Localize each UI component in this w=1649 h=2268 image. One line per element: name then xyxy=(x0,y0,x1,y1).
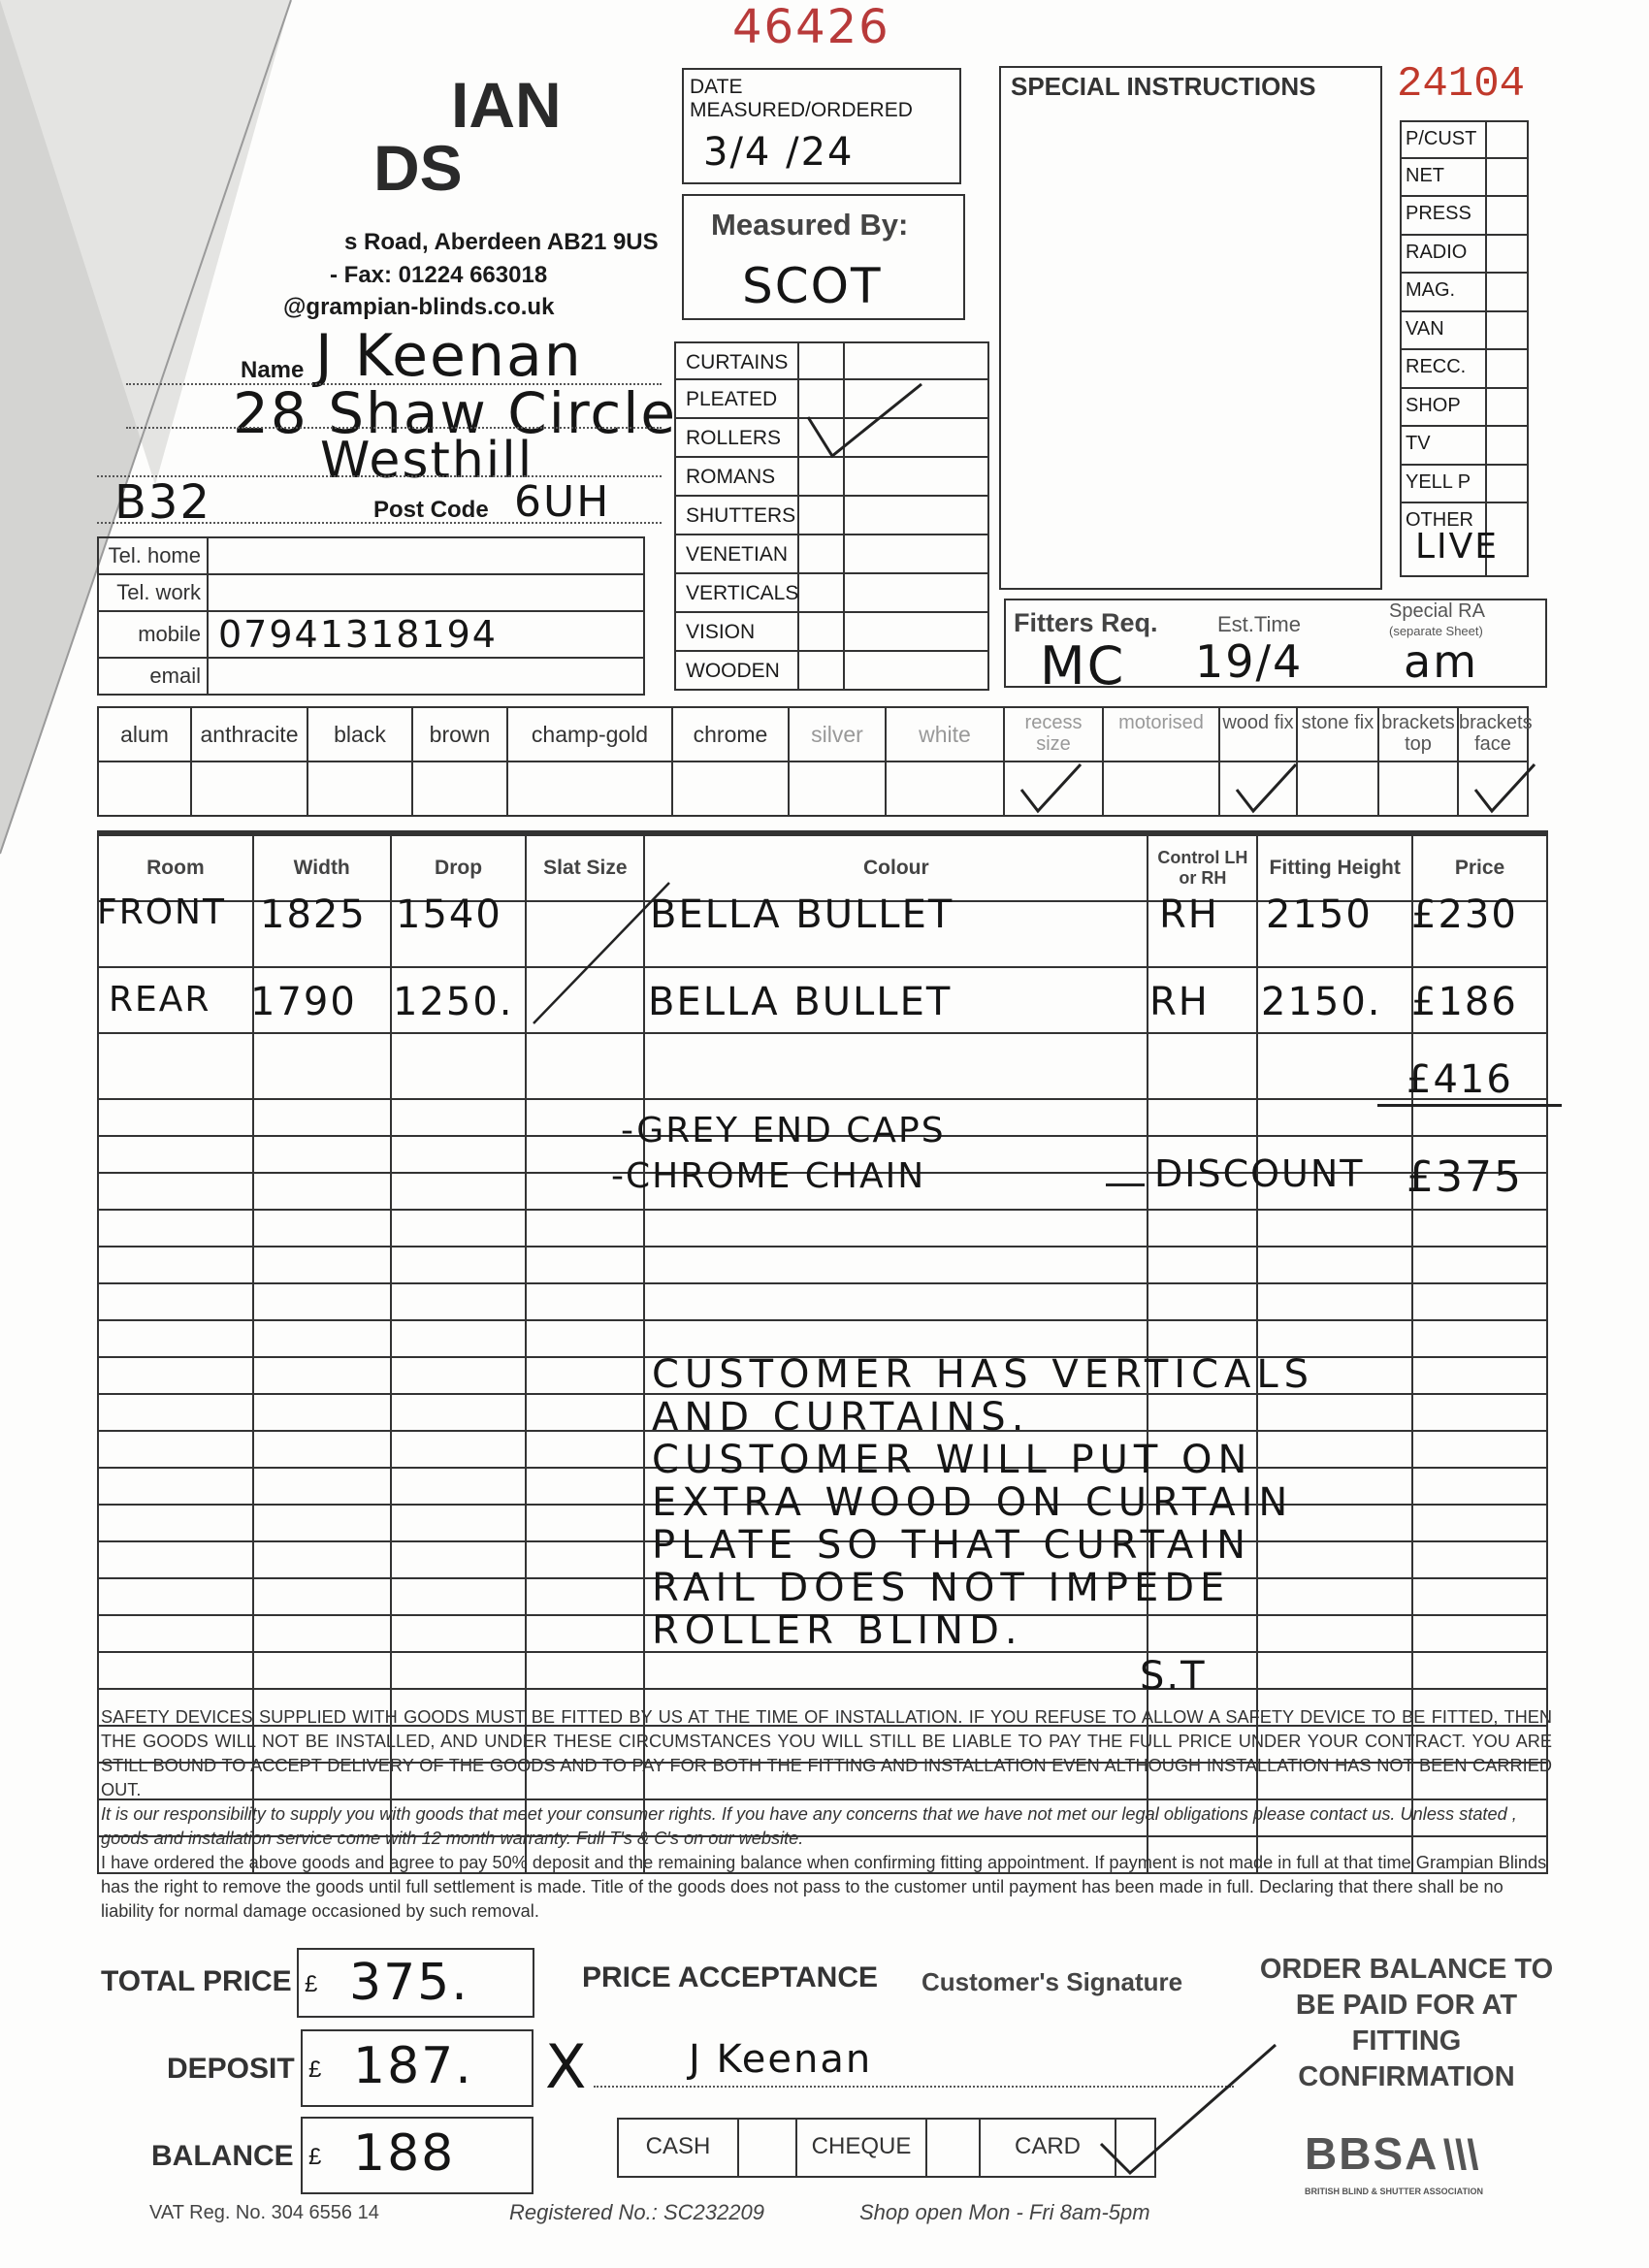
table-cell[interactable] xyxy=(526,1615,644,1652)
table-cell[interactable] xyxy=(526,1033,644,1099)
fitting-option-label: motorised xyxy=(1104,708,1218,762)
source-option[interactable] xyxy=(1400,389,1529,428)
finish-option[interactable] xyxy=(192,706,308,817)
table-cell[interactable] xyxy=(1257,1283,1412,1320)
finish-option-label: brown xyxy=(413,708,506,762)
finish-option[interactable] xyxy=(887,706,1005,817)
fitting-option-label: recess size xyxy=(1005,708,1102,762)
address-line-3 xyxy=(97,522,662,524)
table-cell[interactable] xyxy=(391,1136,527,1173)
acceptance-title: PRICE ACCEPTANCE xyxy=(582,1961,879,1993)
table-cell[interactable] xyxy=(526,1505,644,1541)
table-cell[interactable] xyxy=(98,1136,253,1173)
table-cell[interactable] xyxy=(391,1099,527,1136)
bbsa-logo-text: BBSA xyxy=(1305,2128,1439,2179)
product-type-checkbox[interactable] xyxy=(799,613,845,650)
note-line[interactable]: RAIL DOES NOT IMPEDE xyxy=(652,1566,1231,1610)
option-check-mark xyxy=(1471,761,1538,815)
deposit-currency: £ xyxy=(308,2057,322,2083)
source-option-label: NET xyxy=(1402,159,1487,196)
payment-checkbox[interactable] xyxy=(739,2120,797,2176)
table-cell[interactable] xyxy=(253,1283,391,1320)
fitting-option-label: brackets top xyxy=(1379,708,1457,762)
date-box xyxy=(682,68,961,184)
tel-home-label: Tel. home xyxy=(98,537,208,574)
payment-label: CHEQUE xyxy=(797,2120,927,2176)
table-cell[interactable] xyxy=(253,1615,391,1652)
table-cell[interactable] xyxy=(526,1468,644,1505)
source-option[interactable] xyxy=(1400,274,1529,312)
table-cell[interactable] xyxy=(98,1320,253,1357)
table-cell[interactable] xyxy=(1257,1247,1412,1283)
balance-box xyxy=(301,2117,534,2194)
table-cell[interactable] xyxy=(98,1283,253,1320)
company-name-fragment-2: DS xyxy=(373,132,463,204)
source-option[interactable] xyxy=(1400,427,1529,466)
product-type-row[interactable] xyxy=(674,458,989,497)
finish-options-row xyxy=(97,706,1548,817)
table-cell[interactable] xyxy=(1412,1210,1547,1247)
source-option-label: RECC. xyxy=(1402,350,1487,387)
row1-price[interactable]: £230 xyxy=(1411,892,1518,937)
customer-name-label: Name xyxy=(241,357,305,383)
company-name-fragment: IAN xyxy=(451,69,562,141)
table-cell[interactable] xyxy=(526,1431,644,1468)
source-options xyxy=(1400,120,1529,577)
payment-label: CARD xyxy=(981,2120,1116,2176)
est-time-value[interactable]: 19/4 xyxy=(1195,635,1304,688)
special-ra-value[interactable]: am xyxy=(1404,635,1478,688)
note-line[interactable]: EXTRA WOOD ON CURTAIN xyxy=(652,1480,1294,1525)
registered-number: Registered No.: SC232209 xyxy=(509,2200,764,2224)
est-time-label: Est.Time xyxy=(1217,612,1301,636)
email-label: email xyxy=(98,658,208,695)
finish-option[interactable] xyxy=(97,706,192,817)
source-option[interactable] xyxy=(1400,312,1529,351)
mobile-field[interactable]: 07941318194 xyxy=(208,611,644,658)
table-cell[interactable] xyxy=(526,1320,644,1357)
acceptance-subtitle: Customer's Signature xyxy=(922,1967,1183,1996)
finish-option[interactable] xyxy=(673,706,790,817)
customer-name[interactable]: J Keenan xyxy=(315,322,583,390)
note-line[interactable]: CUSTOMER HAS VERTICALS xyxy=(652,1352,1315,1397)
customer-address-2[interactable]: Westhill xyxy=(320,432,534,490)
special-instructions-box[interactable] xyxy=(999,66,1382,590)
product-type-label: CURTAINS xyxy=(676,343,799,378)
table-cell[interactable] xyxy=(391,1468,527,1505)
table-cell[interactable] xyxy=(253,1357,391,1394)
terms-deposit: I have ordered the above goods and agree to pay 50% deposit and the remaining balance when confirming fitting appointment. If payment is not made in full at that time Grampian Blinds has the right to remove the goods until full settlement is made. Title of the goods does not pass to the customer until payment has been made in full. Declaring that there shall be no liability for normal damage occasioned by such removal. xyxy=(101,1853,1547,1921)
column-header: Slat Size xyxy=(526,835,644,901)
extra-2[interactable]: -CHROME CHAIN xyxy=(611,1156,926,1196)
table-row xyxy=(98,1283,1547,1320)
column-header: Room xyxy=(98,835,253,901)
customer-signature[interactable]: J Keenan xyxy=(689,2037,873,2082)
source-option-box[interactable] xyxy=(1487,350,1527,387)
table-cell[interactable] xyxy=(526,1210,644,1247)
table-row xyxy=(98,1247,1547,1283)
table-cell[interactable] xyxy=(98,1652,253,1689)
table-cell[interactable] xyxy=(644,1210,1148,1247)
dash-mark xyxy=(1106,1183,1145,1186)
source-other-value[interactable]: LIVE xyxy=(1415,527,1500,567)
special-ra-sub: (separate Sheet) xyxy=(1389,624,1483,638)
finish-option-label: anthracite xyxy=(192,708,307,762)
balance-notice: ORDER BALANCE TO BE PAID FOR AT FITTING CONFIRMATION xyxy=(1259,1954,1554,2092)
product-type-row[interactable] xyxy=(674,652,989,691)
notes-initials[interactable]: S.T xyxy=(1140,1654,1207,1699)
table-row xyxy=(98,1033,1547,1099)
signature-x: X xyxy=(545,2031,589,2102)
fitters-box xyxy=(1004,599,1547,697)
column-header: Control LH or RH xyxy=(1148,835,1257,901)
finish-option[interactable] xyxy=(413,706,508,817)
table-cell[interactable] xyxy=(253,1468,391,1505)
company-email: @grampian-blinds.co.uk xyxy=(283,294,555,320)
note-line[interactable]: ROLLER BLIND. xyxy=(652,1608,1023,1653)
table-cell[interactable] xyxy=(98,1394,253,1431)
notes-block xyxy=(652,1353,1447,1652)
table-row xyxy=(98,1652,1547,1689)
table-cell[interactable] xyxy=(253,1320,391,1357)
table-cell[interactable] xyxy=(391,1505,527,1541)
finish-option-label: champ-gold xyxy=(508,708,671,762)
email-field[interactable] xyxy=(208,658,644,695)
product-type-checkbox[interactable] xyxy=(799,652,845,689)
table-cell[interactable] xyxy=(391,1394,527,1431)
deposit-label: DEPOSIT xyxy=(167,2053,295,2085)
row2-colour[interactable]: BELLA BULLET xyxy=(648,980,953,1024)
source-option-label: SHOP xyxy=(1402,389,1487,426)
finish-option[interactable] xyxy=(308,706,413,817)
payment-label: CASH xyxy=(619,2120,739,2176)
source-option[interactable] xyxy=(1400,197,1529,236)
postcode-prefix[interactable]: B32 xyxy=(114,475,212,530)
product-type-checkbox[interactable] xyxy=(799,343,845,378)
table-cell[interactable] xyxy=(98,1431,253,1468)
fitting-option-label: brackets face xyxy=(1459,708,1527,762)
fitters-label: Fitters Req. xyxy=(1014,608,1158,637)
fitting-option[interactable] xyxy=(1005,706,1104,817)
table-cell[interactable] xyxy=(391,1431,527,1468)
table-cell[interactable] xyxy=(253,1541,391,1578)
table-cell[interactable] xyxy=(526,1652,644,1689)
slat-strike-mark xyxy=(529,878,674,1033)
extra-1[interactable]: -GREY END CAPS xyxy=(621,1111,946,1150)
table-cell[interactable] xyxy=(391,1283,527,1320)
row2-room[interactable]: REAR xyxy=(109,980,211,1020)
table-cell[interactable] xyxy=(391,1578,527,1615)
table-cell[interactable] xyxy=(253,1247,391,1283)
source-option[interactable] xyxy=(1400,350,1529,389)
table-cell[interactable] xyxy=(1412,1247,1547,1283)
row1-control[interactable]: RH xyxy=(1159,892,1219,937)
measured-by-box xyxy=(682,194,965,320)
row1-height[interactable]: 2150 xyxy=(1266,892,1373,937)
option-check-mark xyxy=(1017,761,1084,815)
table-cell[interactable] xyxy=(98,1247,253,1283)
table-cell[interactable] xyxy=(1412,1283,1547,1320)
source-option[interactable] xyxy=(1400,466,1529,504)
order-table-header xyxy=(98,835,1547,901)
table-cell[interactable] xyxy=(526,1247,644,1283)
payment-checkbox[interactable] xyxy=(927,2120,981,2176)
fitting-option[interactable] xyxy=(1298,706,1379,817)
table-cell[interactable] xyxy=(1257,1033,1412,1099)
tel-home-field[interactable] xyxy=(208,537,644,574)
table-cell[interactable] xyxy=(391,1357,527,1394)
table-cell[interactable] xyxy=(1148,1283,1257,1320)
table-cell[interactable] xyxy=(391,1320,527,1357)
product-type-checkbox[interactable] xyxy=(799,535,845,572)
table-cell[interactable] xyxy=(526,1357,644,1394)
table-cell[interactable] xyxy=(98,1468,253,1505)
row2-price[interactable]: £186 xyxy=(1411,980,1518,1024)
table-cell[interactable] xyxy=(253,1173,391,1210)
tel-work-field[interactable] xyxy=(208,574,644,611)
source-option-label: PRESS xyxy=(1402,197,1487,234)
fitting-option[interactable] xyxy=(1459,706,1533,817)
table-cell[interactable] xyxy=(1148,1033,1257,1099)
discount-label[interactable]: DISCOUNT xyxy=(1154,1152,1365,1195)
table-cell[interactable] xyxy=(526,1283,644,1320)
fitters-value[interactable]: MC xyxy=(1040,635,1126,697)
terms-block xyxy=(101,1705,1552,1924)
source-option-box[interactable] xyxy=(1487,122,1527,157)
table-row xyxy=(98,1210,1547,1247)
table-cell[interactable] xyxy=(391,1210,527,1247)
postcode-value[interactable]: 6UH xyxy=(514,477,611,527)
table-cell[interactable] xyxy=(98,1033,253,1099)
fitting-option-label: stone fix xyxy=(1298,708,1377,762)
table-cell[interactable] xyxy=(98,1357,253,1394)
row1-width[interactable]: 1825 xyxy=(260,892,367,937)
source-option-label: P/CUST xyxy=(1402,122,1487,157)
note-line[interactable]: AND CURTAINS. xyxy=(652,1395,1030,1440)
table-cell[interactable] xyxy=(1412,1320,1547,1357)
total-value[interactable]: 375. xyxy=(349,1954,469,2012)
column-header: Drop xyxy=(391,835,527,901)
table-cell[interactable] xyxy=(98,1210,253,1247)
source-option-box[interactable] xyxy=(1487,312,1527,349)
table-cell[interactable] xyxy=(391,1247,527,1283)
deposit-box xyxy=(301,2029,534,2107)
row1-room[interactable]: FRONT xyxy=(97,892,226,932)
table-cell[interactable] xyxy=(391,1033,527,1099)
special-ra-label: Special RA xyxy=(1389,600,1485,622)
product-type-checkbox[interactable] xyxy=(799,497,845,534)
table-cell[interactable] xyxy=(1412,1652,1547,1689)
product-type-label: VENETIAN xyxy=(676,535,799,572)
tel-work-label: Tel. work xyxy=(98,574,208,611)
table-cell[interactable] xyxy=(253,1505,391,1541)
row2-drop[interactable]: 1250. xyxy=(393,980,514,1024)
table-cell[interactable] xyxy=(391,1541,527,1578)
finish-option-label: chrome xyxy=(673,708,788,762)
total-box xyxy=(297,1948,534,2018)
fitting-option[interactable] xyxy=(1379,706,1459,817)
customer-address-1[interactable]: 28 Shaw Circle xyxy=(233,380,678,446)
source-option-label: OTHER LIVE xyxy=(1402,503,1487,575)
source-option[interactable] xyxy=(1400,236,1529,275)
fitting-option[interactable] xyxy=(1104,706,1220,817)
product-type-row[interactable] xyxy=(674,497,989,535)
column-header: Colour xyxy=(644,835,1148,901)
product-type-label: ROMANS xyxy=(676,458,799,495)
discount-price[interactable]: £375 xyxy=(1406,1152,1523,1202)
table-cell[interactable] xyxy=(253,1652,391,1689)
table-cell[interactable] xyxy=(644,1033,1148,1099)
table-cell[interactable] xyxy=(644,1652,1148,1689)
product-type-row[interactable] xyxy=(674,574,989,613)
table-cell[interactable] xyxy=(391,1173,527,1210)
date-label: DATE MEASURED/ORDERED xyxy=(690,76,913,121)
date-value[interactable]: 3/4 /24 xyxy=(703,130,855,175)
rollers-check-mark xyxy=(803,376,929,464)
table-cell[interactable] xyxy=(253,1136,391,1173)
column-header: Price xyxy=(1412,835,1547,901)
fitting-option[interactable] xyxy=(1220,706,1298,817)
table-cell[interactable] xyxy=(644,1283,1148,1320)
product-type-label: VISION xyxy=(676,613,799,650)
table-cell[interactable] xyxy=(1257,1210,1412,1247)
row1-drop[interactable]: 1540 xyxy=(396,892,502,937)
product-type-checkbox[interactable] xyxy=(799,574,845,611)
table-cell[interactable] xyxy=(253,1431,391,1468)
column-header: Width xyxy=(253,835,391,901)
finish-option[interactable] xyxy=(790,706,887,817)
table-cell[interactable] xyxy=(391,1615,527,1652)
payment-methods xyxy=(617,2118,1156,2178)
product-type-row[interactable] xyxy=(674,535,989,574)
company-address: s Road, Aberdeen AB21 9US xyxy=(344,229,659,255)
product-type-row[interactable] xyxy=(674,341,989,380)
source-option-box[interactable] xyxy=(1487,159,1527,196)
source-option[interactable] xyxy=(1400,159,1529,198)
product-type-row[interactable] xyxy=(674,613,989,652)
finish-option-label: alum xyxy=(99,708,190,762)
balance-currency: £ xyxy=(308,2144,322,2170)
source-option-box[interactable] xyxy=(1487,197,1527,234)
fitting-option-label: wood fix xyxy=(1220,708,1296,762)
product-type-label: WOODEN xyxy=(676,652,799,689)
product-type-label: SHUTTERS xyxy=(676,497,799,534)
source-option-box[interactable] xyxy=(1487,389,1527,426)
option-check-mark xyxy=(1232,761,1300,815)
source-option-label: TV xyxy=(1402,427,1487,464)
product-type-label: VERTICALS xyxy=(676,574,799,611)
table-cell[interactable] xyxy=(98,1578,253,1615)
terms-safety: SAFETY DEVICES SUPPLIED WITH GOODS MUST BE FITTED BY US AT THE TIME OF INSTALLATION. IF YOU REFUSE TO ALLOW A SAFETY DEVICE TO BE FITTED, THEN THE GOODS WILL NOT BE INSTALLED, AND UNDER THESE CIRCUMSTANCES YOU WILL STILL BE LIABLE TO PAY THE FULL PRICE UNDER YOUR CONTRACT. YOU ARE STILL BOUND TO ACCEPT DELIVERY OF THE GOODS AND TO PAY FOR BOTH THE FITTING AND INSTALLATION EVEN ALTHOUGH INSTALLATION HAS NOT BEEN CARRIED OUT. xyxy=(101,1707,1552,1799)
source-option-label: RADIO xyxy=(1402,236,1487,273)
measured-by-label: Measured By: xyxy=(711,208,909,242)
order-number: 24104 xyxy=(1397,60,1526,109)
table-cell[interactable] xyxy=(253,1210,391,1247)
product-type-label: PLEATED xyxy=(676,380,799,417)
source-option[interactable] xyxy=(1400,503,1529,577)
source-option-label: YELL P xyxy=(1402,466,1487,502)
table-cell[interactable] xyxy=(98,1173,253,1210)
measured-by-value[interactable]: SCOT xyxy=(742,258,883,314)
table-cell[interactable] xyxy=(391,1652,527,1689)
table-cell[interactable] xyxy=(253,1578,391,1615)
finish-option-label: black xyxy=(308,708,411,762)
source-option-label: MAG. xyxy=(1402,274,1487,310)
column-header: Fitting Height xyxy=(1257,835,1412,901)
finish-option-label: white xyxy=(887,708,1003,762)
total-label: TOTAL PRICE xyxy=(101,1965,292,1997)
balance-value[interactable]: 188 xyxy=(353,2124,456,2183)
source-option-box[interactable] xyxy=(1487,427,1527,464)
table-cell[interactable] xyxy=(526,1578,644,1615)
file-reference: 46426 xyxy=(732,0,890,54)
bbsa-logo-mark: \\\ xyxy=(1442,2131,1479,2179)
subtotal-underline xyxy=(1377,1104,1562,1107)
special-instructions-label: SPECIAL INSTRUCTIONS xyxy=(1011,72,1316,101)
source-option-box[interactable] xyxy=(1487,274,1527,310)
row1-colour[interactable]: BELLA BULLET xyxy=(650,892,954,937)
address-line-1 xyxy=(126,427,662,429)
terms-responsibility: It is our responsibility to supply you with goods that meet your consumer rights. If you have any concerns that we have not met our legal obligations please contact us. Unless stated , goods and installation service come with 12 month warranty. Full T's & C's on our website. xyxy=(101,1804,1517,1848)
table-cell[interactable] xyxy=(98,1099,253,1136)
table-cell[interactable] xyxy=(1148,1247,1257,1283)
contact-table xyxy=(97,536,645,696)
finish-option[interactable] xyxy=(508,706,673,817)
table-cell[interactable] xyxy=(526,1394,644,1431)
shop-hours: Shop open Mon - Fri 8am-5pm xyxy=(859,2200,1150,2224)
bbsa-logo xyxy=(1305,2127,1478,2180)
finish-option-label: silver xyxy=(790,708,885,762)
table-cell[interactable] xyxy=(98,1541,253,1578)
row2-height[interactable]: 2150. xyxy=(1261,980,1382,1024)
vat-number: VAT Reg. No. 304 6556 14 xyxy=(149,2202,379,2223)
table-cell[interactable] xyxy=(98,1505,253,1541)
table-cell[interactable] xyxy=(1257,1652,1412,1689)
subtotal-price[interactable]: £416 xyxy=(1406,1057,1513,1102)
bbsa-caption: BRITISH BLIND & SHUTTER ASSOCIATION xyxy=(1305,2187,1483,2196)
source-option-box[interactable] xyxy=(1487,236,1527,273)
postcode-label: Post Code xyxy=(373,497,489,523)
source-option-box[interactable] xyxy=(1487,466,1527,502)
table-cell[interactable] xyxy=(526,1541,644,1578)
row2-width[interactable]: 1790 xyxy=(250,980,357,1024)
row2-control[interactable]: RH xyxy=(1149,980,1210,1024)
table-cell[interactable] xyxy=(253,1099,391,1136)
source-option-label: VAN xyxy=(1402,312,1487,349)
total-currency: £ xyxy=(305,1971,318,1997)
note-line[interactable]: PLATE SO THAT CURTAIN xyxy=(652,1523,1252,1568)
table-cell[interactable] xyxy=(1148,1099,1257,1136)
table-cell[interactable] xyxy=(253,1394,391,1431)
table-cell[interactable] xyxy=(253,1033,391,1099)
balance-label: BALANCE xyxy=(151,2140,294,2172)
company-fax: - Fax: 01224 663018 xyxy=(330,262,548,288)
mobile-label: mobile xyxy=(98,611,208,658)
table-cell[interactable] xyxy=(644,1247,1148,1283)
product-type-label: ROLLERS xyxy=(676,419,799,456)
deposit-value[interactable]: 187. xyxy=(353,2037,473,2095)
table-cell[interactable] xyxy=(1148,1210,1257,1247)
note-line[interactable]: CUSTOMER WILL PUT ON xyxy=(652,1438,1253,1482)
table-cell[interactable] xyxy=(98,1615,253,1652)
source-option[interactable] xyxy=(1400,120,1529,159)
